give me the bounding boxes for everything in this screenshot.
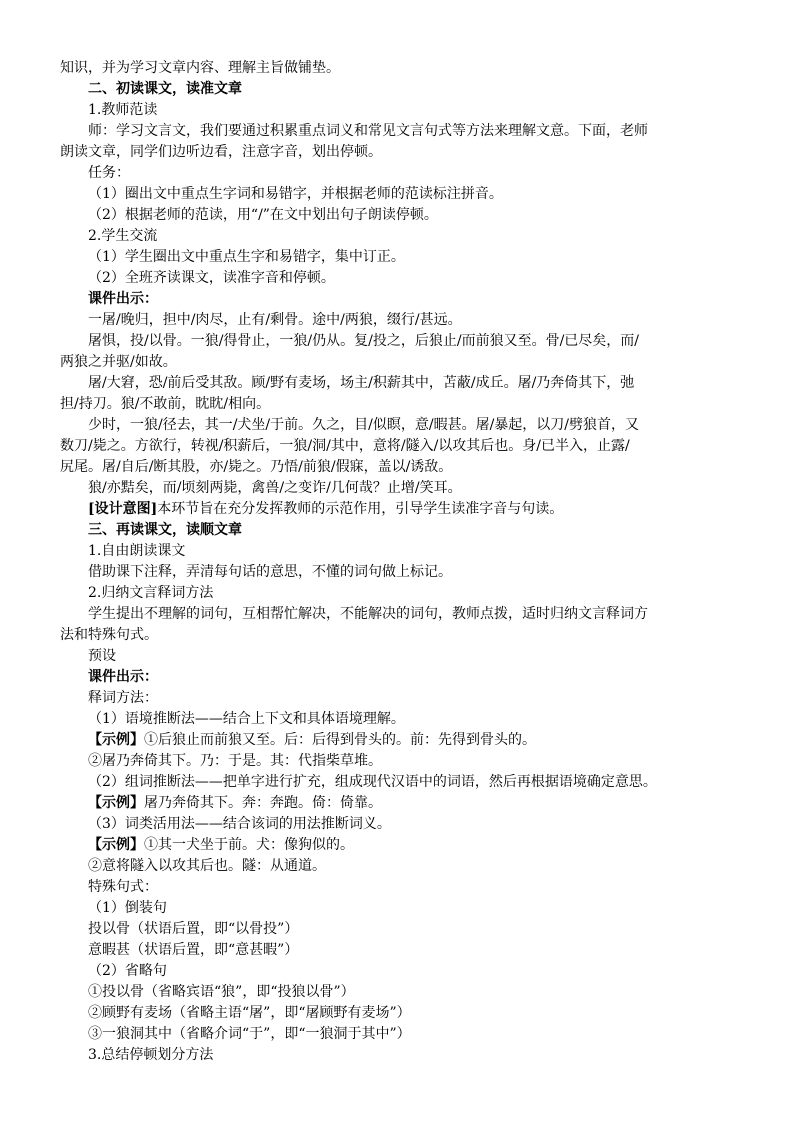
label-prefix: 【示例】 <box>88 837 144 853</box>
text-line: ②顾野有麦场（省略主语“屠”，即“屠顾野有麦场”） <box>88 1005 411 1021</box>
text-line: 特殊句式： <box>88 879 158 895</box>
text-line: ②意将隧入以攻其后也。隧：从通道。 <box>88 858 326 874</box>
text-line: 投以骨（状语后置，即“以骨投”） <box>88 921 299 937</box>
label-prefix: 【示例】 <box>88 732 144 748</box>
text-line: 2.学生交流 <box>88 228 158 244</box>
line-text: 屠乃奔倚其下。奔：奔跑。倚：倚靠。 <box>144 795 382 811</box>
text-line <box>60 835 740 856</box>
text-line: 师：学习文言文，我们要通过积累重点词义和常见文言句式等方法来理解文意。下面，老师 <box>88 123 648 139</box>
text-line: （3）词类活用法——结合该词的用法推断词义。 <box>88 816 391 832</box>
text-line: 知识，并为学习文章内容、理解主旨做铺垫。 <box>60 60 340 76</box>
document-body <box>60 58 740 1066</box>
label-prefix: [设计意图] <box>88 501 158 517</box>
text-line: （1）学生圈出文中重点生字和易错字，集中订正。 <box>88 249 405 265</box>
text-line: ①投以骨（省略宾语“狼”，即“投狼以骨”） <box>88 984 355 1000</box>
text-line: （2）省略句 <box>88 963 167 979</box>
text-line: 学生提出不理解的词句，互相帮忙解决，不能解决的词句，教师点拨，适时归纳文言释词方 <box>88 606 648 622</box>
section-heading: 课件出示： <box>88 291 158 307</box>
text-line <box>60 793 740 814</box>
text-line: 2.归纳文言释词方法 <box>88 585 214 601</box>
text-line: ③一狼洞其中（省略介词“于”，即“一狼洞于其中”） <box>88 1026 411 1042</box>
text-line: 少时，一狼/径去，其一/犬坐/于前。久之，目/似瞑，意/暇甚。屠/暴起，以刀/劈狼首，又 <box>88 417 640 433</box>
text-line <box>60 499 740 520</box>
text-line: 担/持刀。狼/不敢前，眈眈/相向。 <box>60 396 271 412</box>
line-text: 本环节旨在充分发挥教师的示范作用，引导学生读准字音与句读。 <box>157 501 564 517</box>
text-line: （1）圈出文中重点生字词和易错字，并根据老师的范读标注拼音。 <box>88 186 503 202</box>
text-line: 法和特殊句式。 <box>60 627 158 643</box>
text-line: 任务： <box>88 165 130 181</box>
text-line: 尻尾。屠/自后/断其股，亦/毙之。乃悟/前狼/假寐，盖以/诱敌。 <box>60 459 453 475</box>
line-text: ①后狼止而前狼又至。后：后得到骨头的。前：先得到骨头的。 <box>144 732 536 748</box>
text-line: 数刀/毙之。方欲行，转视/积薪后，一狼/洞/其中，意将/隧入/以攻其后也。身/已半入，止露/ <box>60 438 630 454</box>
text-line: 1.自由朗读课文 <box>88 543 186 559</box>
text-line: 释词方法： <box>88 690 158 706</box>
text-line: （2）全班齐读课文，读准字音和停顿。 <box>88 270 335 286</box>
text-line: （2）组词推断法——把单字进行扩充，组成现代汉语中的词语，然后再根据语境确定意思。 <box>88 774 657 790</box>
text-line: 借助课下注释，弄清每句话的意思，不懂的词句做上标记。 <box>88 564 452 580</box>
section-heading: 课件出示： <box>88 669 158 685</box>
text-line: 狼/亦黠矣，而/顷刻两毙，禽兽/之变诈/几何哉？止增/笑耳。 <box>88 480 462 496</box>
text-line: 3.总结停顿划分方法 <box>88 1047 214 1063</box>
line-text: ①其一犬坐于前。犬：像狗似的。 <box>144 837 354 853</box>
text-line: 屠/大窘，恐/前后受其敌。顾/野有麦场，场主/积薪其中，苫蔽/成丘。屠/乃奔倚其下，弛 <box>88 375 635 391</box>
text-line: 一屠/晚归，担中/肉尽，止有/剩骨。途中/两狼，缀行/甚远。 <box>88 312 462 328</box>
section-heading: 二、初读课文，读准文章 <box>88 81 242 97</box>
text-line <box>60 730 740 751</box>
text-line: （2）根据老师的范读，用“/”在文中划出句子朗读停顿。 <box>88 207 438 223</box>
text-line: （1）倒装句 <box>88 900 167 916</box>
text-line: ②屠乃奔倚其下。乃：于是。其：代指柴草堆。 <box>88 753 382 769</box>
text-line: 朗读文章，同学们边听边看，注意字音，划出停顿。 <box>60 144 382 160</box>
text-line: 屠惧，投/以骨。一狼/得骨止，一狼/仍从。复/投之，后狼止/而前狼又至。骨/已尽矣，而/ <box>88 333 640 349</box>
text-line: 预设 <box>88 648 116 664</box>
label-prefix: 【示例】 <box>88 795 144 811</box>
text-line: 意暇甚（状语后置，即“意甚暇”） <box>88 942 299 958</box>
text-line: 两狼之并驱/如故。 <box>60 354 177 370</box>
section-heading: 三、再读课文，读顺文章 <box>88 522 242 538</box>
text-line: （1）语境推断法——结合上下文和具体语境理解。 <box>88 711 405 727</box>
text-line: 1.教师范读 <box>88 102 158 118</box>
